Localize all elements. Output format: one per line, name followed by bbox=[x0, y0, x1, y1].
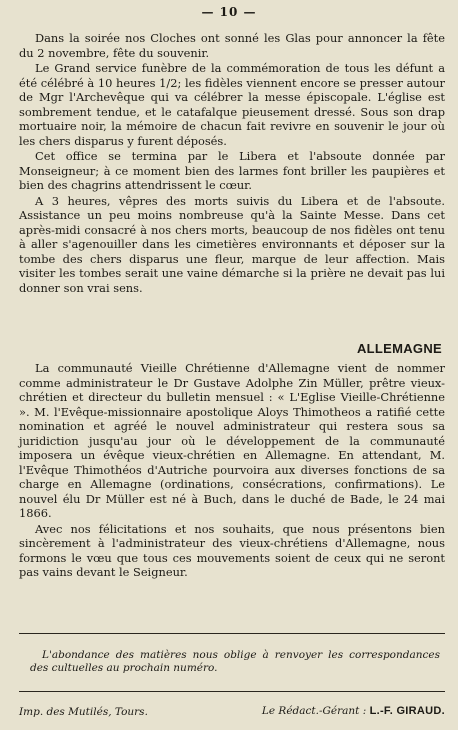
section-heading-allemagne: ALLEMAGNE bbox=[356, 341, 442, 356]
divider-bottom bbox=[19, 691, 445, 692]
printer-credit: Imp. des Mutilés, Tours. bbox=[19, 706, 148, 718]
divider-top bbox=[19, 633, 445, 634]
paragraph-glas: Dans la soirée nos Cloches ont sonné les Glas pour annoncer la fête du 2 novembre, fête du souvenir. bbox=[19, 31, 445, 60]
paragraph-service-funebre: Le Grand service funèbre de la commémoration de tous les défunt a été célébré à 10 heures 1/2; les fidèles viennent encore se presser autour de Mgr l'Archevêque qui va célébrer la messe épiscopale. L'église est sombrement tendue, et le catafalque pieusement dressé. Sous son drap mortuaire noir, la mémoire de chacun fait revivre en souvenir le jour où les chers disparus y furent déposés. bbox=[19, 61, 445, 148]
editorial-note bbox=[30, 649, 440, 675]
paragraph-libera: Cet office se termina par le Libera et l'absoute donnée par Monseigneur; à ce moment bien des larmes font briller les paupières et bien des chagrins attendrissent le cœur. bbox=[19, 149, 445, 192]
paragraph-felicitations: Avec nos félicitations et nos souhaits, que nous présentons bien sincèrement à l'administrateur des vieux-chrétiens d'Allemagne, nous formons le vœu que tous ces mouvements soient de ceux qui ne seront pas vains devant le Seigneur. bbox=[19, 521, 445, 579]
note-text: L'abondance des matières nous oblige à renvoyer les correspondances des cultuelles au prochain numéro. bbox=[30, 649, 440, 674]
section-allemagne bbox=[19, 361, 445, 580]
editor-label: Le Rédact.-Gérant : bbox=[261, 705, 367, 717]
paragraph-communaute: La communauté Vieille Chrétienne d'Allemagne vient de nommer comme administrateur le Dr Gustave Adolphe Zin Müller, prêtre vieux-chrétien et directeur du bulletin mensuel : « L'Eglise Vieille-Chrétienne ». M. l'Evêque-missionnaire apostolique Aloys Thimotheos a ratifié cette nomination et agréé le nouvel administrateur qui restera sous sa juridiction jusqu'au jour où le développement de la communauté imposera un évêque vieux-chrétien en Allemagne. En attendant, M. l'Evêque Thimothéos d'Autriche pourvoira aux diverses fonctions de sa charge en Allemagne (ordinations, consécrations, confirmations). Le nouvel élu Dr Müller est né à Buch, dans le duché de Bade, le 24 mai 1866. bbox=[19, 361, 445, 520]
editor-name: L.-F. GIRAUD. bbox=[369, 705, 445, 717]
paragraph-vepres: A 3 heures, vêpres des morts suivis du Libera et de l'absoute. Assistance un peu moins nombreuse qu'à la Sainte Messe. Dans cet après-midi consacré à nos chers morts, beaucoup de nos fidèles ont tenu à aller s'agenouiller dans les cimetières environnants et déposer sur la tombe des chers disparus une fleur, marque de leur affection. Mais visiter les tombes serait une vaine démarche si la prière ne devait pas lui donner son vrai sens. bbox=[19, 193, 445, 295]
page-number: — 10 — bbox=[201, 5, 257, 19]
editor-credit bbox=[262, 705, 445, 717]
section-cloches bbox=[19, 31, 445, 295]
